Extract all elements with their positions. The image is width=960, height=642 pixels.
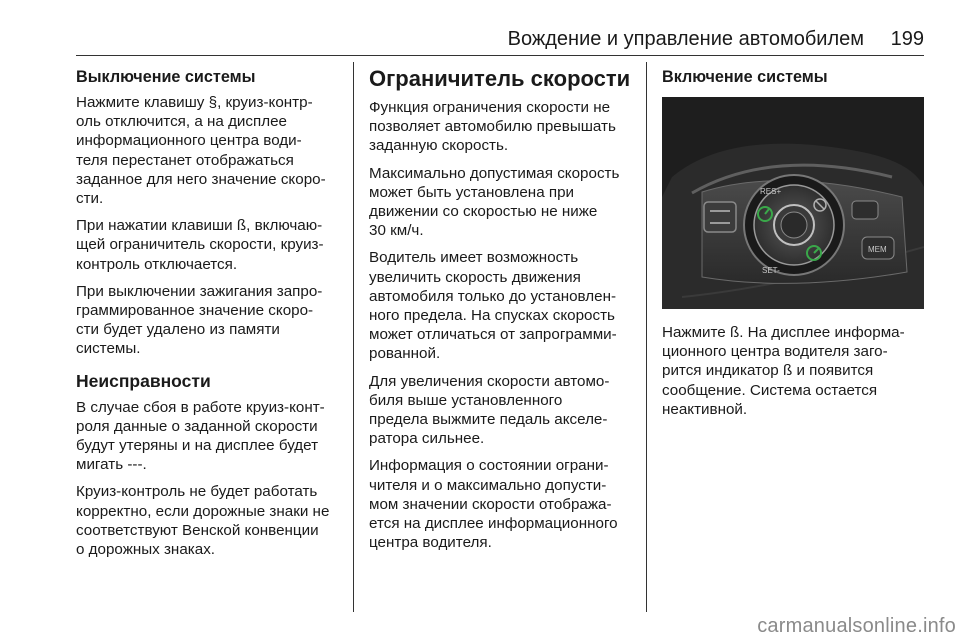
heading-disable-system: Выключение системы	[76, 68, 256, 86]
header-rule	[76, 55, 924, 56]
heading-enable-system: Включение системы	[662, 68, 828, 86]
paragraph-disable-2: При нажатии клавиши ß, включаю- щей ограничитель скорости, круиз- контроль отключается.	[76, 217, 324, 273]
paragraph-disable-3: При выключении зажигания запро- граммированное значение скоро- сти будет удалено из памяти системы.	[76, 282, 323, 358]
page-number: 199	[890, 28, 924, 50]
set-label: SET-	[762, 266, 780, 275]
paragraph-limiter-3: Водитель имеет возможность увеличить скорость движения автомобиля только до установлен- ного предела. На спусках скорость может отличаться от запрограмми- рованной.	[369, 249, 617, 363]
column-divider-left	[353, 62, 354, 612]
paragraph-limiter-2: Максимально допустимая скорость может быть установлена при движении со скоростью не ниже 30 км/ч.	[369, 164, 620, 240]
column-2	[369, 62, 641, 560]
paragraph-enable-1: Нажмите ß. На дисплее информа- ционного центра водителя заго- рится индикатор ß и появится сообщение. Система остается неактивной.	[662, 324, 905, 418]
res-label: RES+	[760, 187, 782, 196]
paragraph-disable-1: Нажмите клавишу §, круиз-контр- оль отключится, а на дисплее информационного центра води- теля перестанет отображаться заданное для него значение скоро- сти.	[76, 94, 326, 208]
steering-wheel-controls-figure	[662, 97, 924, 309]
heading-speed-limiter: Ограничитель скорости	[369, 66, 631, 91]
paragraph-faults-2: Круиз-контроль не будет работать корректно, если дорожные знаки не соответствуют Венской конвенции о дорожных знаках.	[76, 483, 330, 559]
header-title: Вождение и управление автомобилем	[507, 28, 864, 50]
watermark: carmanualsonline.info	[757, 615, 956, 637]
paragraph-limiter-1: Функция ограничения скорости не позволяет автомобилю превышать заданную скорость.	[369, 99, 616, 155]
column-1	[76, 62, 348, 567]
column-3	[662, 62, 924, 427]
paragraph-limiter-5: Информация о состоянии ограни- чителя и о максимально допусти- мом значении скорости отобража- ется на дисплее информационного центра водителя.	[369, 457, 618, 552]
page-header	[76, 26, 924, 54]
paragraph-limiter-4: Для увеличения скорости автомо- биля выше установленного предела выжмите педаль акселе- ратора сильнее.	[369, 372, 610, 448]
heading-faults: Неисправности	[76, 370, 211, 391]
paragraph-faults-1: В случае сбоя в работе круиз-конт- роля данные о заданной скорости будут утеряны и на дисплее будет мигать ---.	[76, 398, 325, 474]
column-divider-right	[646, 62, 647, 612]
mem-label: MEM	[868, 245, 887, 254]
steering-wheel-illustration	[662, 97, 924, 309]
